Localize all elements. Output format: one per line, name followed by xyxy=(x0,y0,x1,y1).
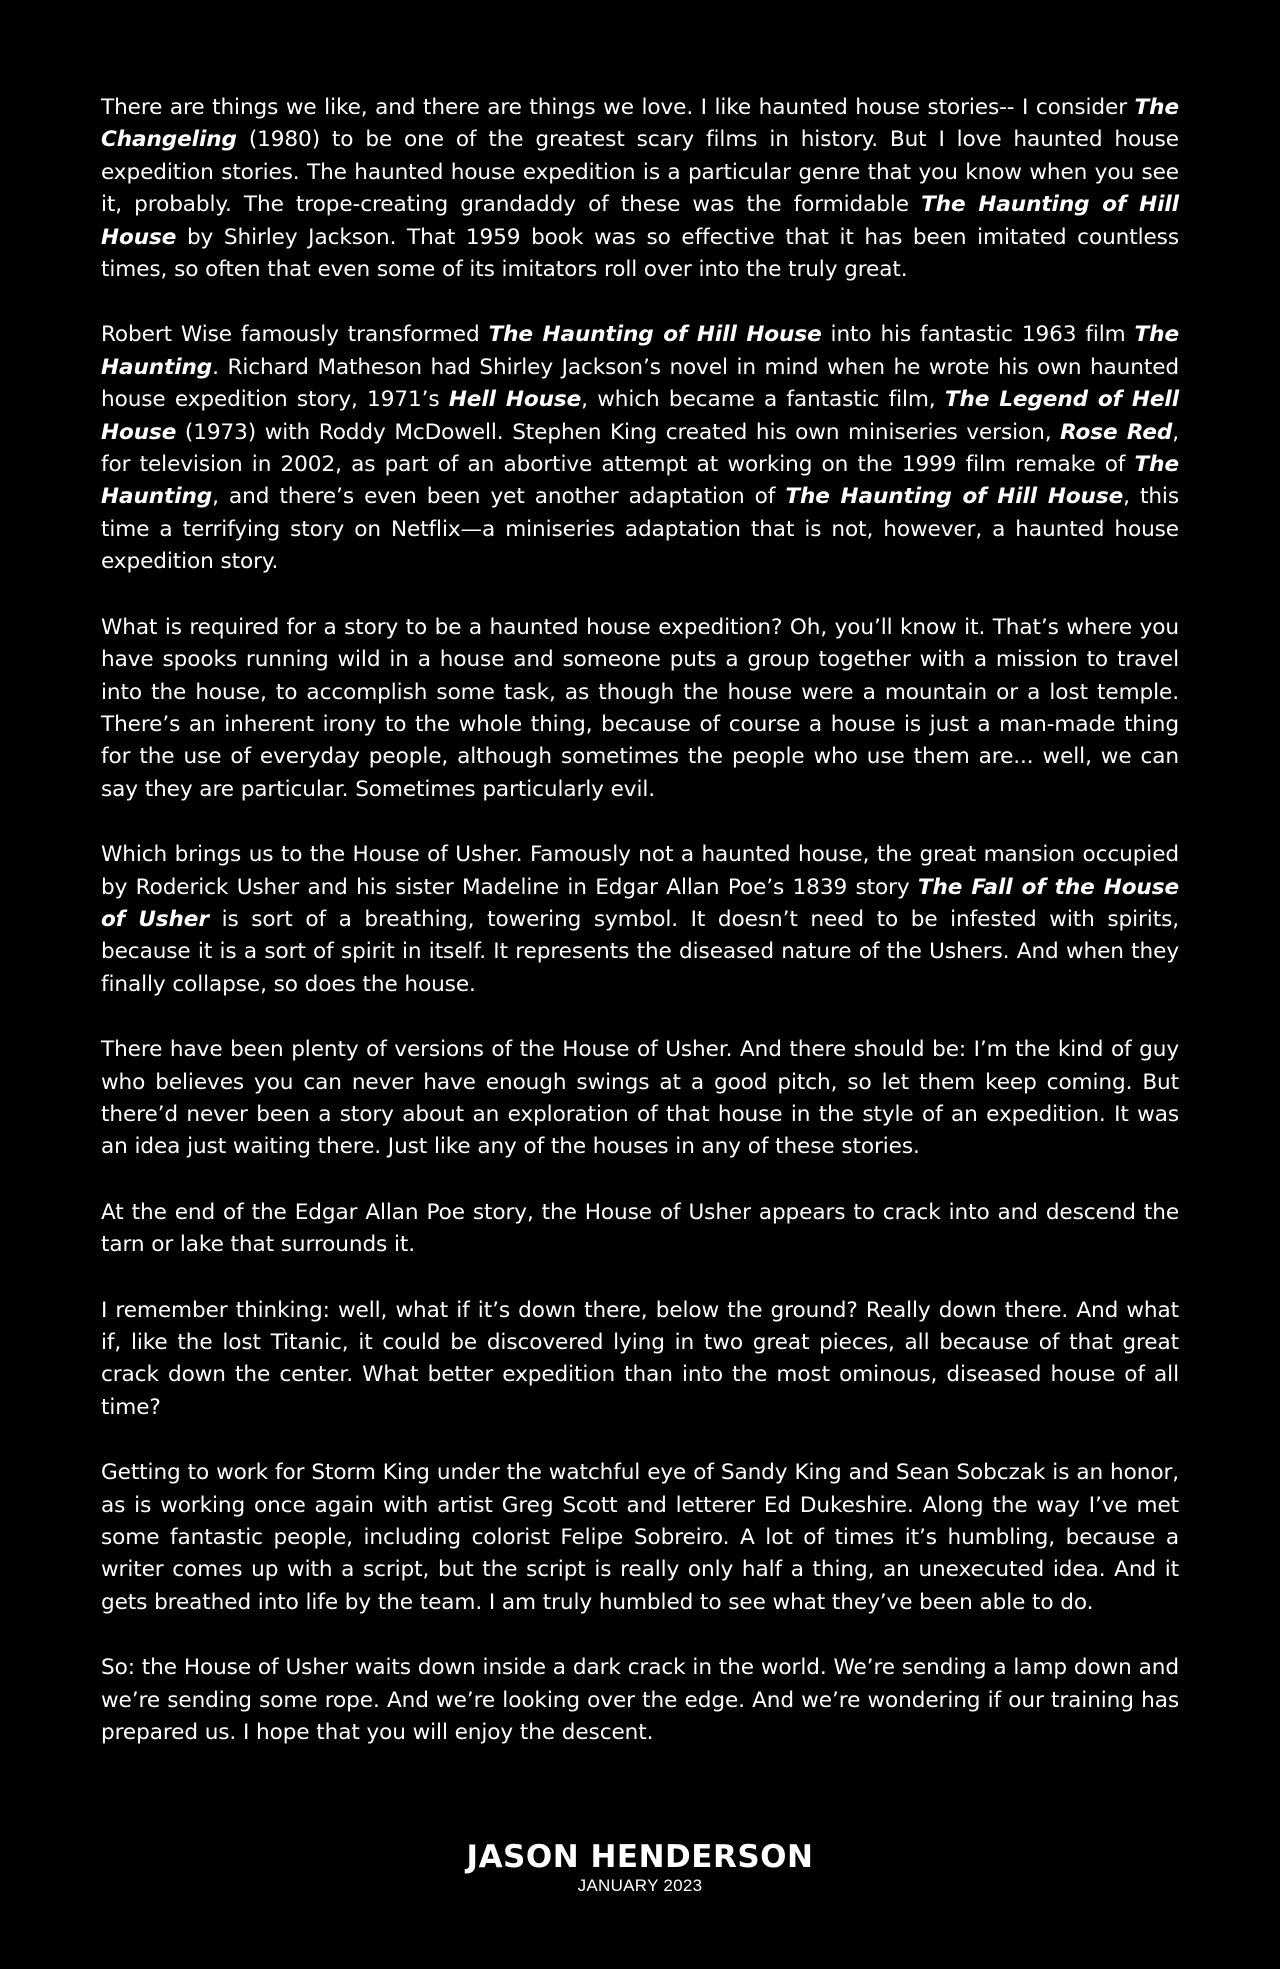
work-title: The Legend of Hell House xyxy=(101,387,1179,445)
signature-date: JANUARY 2023 xyxy=(577,1876,703,1895)
text-span: , which became a fantastic film, xyxy=(581,387,945,413)
afterword-body xyxy=(101,92,1179,1749)
text-span: , for television in 2002, as part of an abortive attempt at working on the 1999 film remake of xyxy=(101,419,1179,478)
paragraph-3 xyxy=(101,612,1179,806)
paragraph-8 xyxy=(101,1457,1179,1619)
signature-block xyxy=(0,1838,1280,1896)
text-span: At the end of the Edgar Allan Poe story, the House of Usher appears to crack into and descend the tarn or lake that surrounds it. xyxy=(101,1199,1179,1258)
work-title: The Changeling xyxy=(101,95,1179,153)
text-span: . Richard Matheson had Shirley Jackson’s novel in mind when he wrote his own haunted house expedition story, 1971’s xyxy=(101,354,1179,413)
text-span: So: the House of Usher waits down inside a dark crack in the world. We’re sending a lamp down and we’re sending some rope. And we’re looking over the edge. And we’re wondering if our training has prepared us. I hope that you will enjoy the descent. xyxy=(101,1655,1179,1746)
work-title: The Haunting of Hill House xyxy=(101,192,1179,250)
paragraph-9 xyxy=(101,1652,1179,1749)
author-name: JASON HENDERSON xyxy=(466,1839,814,1875)
work-title: Rose Red xyxy=(1060,419,1173,445)
text-span: What is required for a story to be a haunted house expedition? Oh, you’ll know it. That’s where you have spooks running wild in a house and someone puts a group together with a mission to travel into the house, to accomplish some task, as though the house were a mountain or a lost temple. There’s an inherent irony to the whole thing, because of course a house is just a man-made thing for the use of everyday people, although sometimes the people who use them are... well, we can say they are particular. Sometimes particularly evil. xyxy=(101,614,1179,802)
text-span: into his fantastic 1963 film xyxy=(821,322,1135,348)
paragraph-1 xyxy=(101,92,1179,286)
text-span: Which brings us to the House of Usher. Famously not a haunted house, the great mansion occupied by Roderick Usher and his sister Madeline in Edgar Allan Poe’s 1839 story xyxy=(101,842,1179,900)
paragraph-4 xyxy=(101,839,1179,1001)
paragraph-6 xyxy=(101,1197,1179,1262)
text-span: , this time a terrifying story on Netflix—a miniseries adaptation that is not, however, a haunted house expedition story. xyxy=(101,484,1179,575)
paragraph-7 xyxy=(101,1295,1179,1425)
text-span: , and there’s even been yet another adaptation of xyxy=(212,484,786,510)
text-span: by Shirley Jackson. That 1959 book was so effective that it has been imitated countless times, so often that even some of its imitators roll over into the truly great. xyxy=(101,224,1179,283)
text-span: I remember thinking: well, what if it’s down there, below the ground? Really down there. And what if, like the lost Titanic, it could be discovered lying in two great pieces, all because of that great crack down the center. What better expedition than into the most ominous, diseased house of all time? xyxy=(101,1297,1179,1420)
text-span: There are things we like, and there are things we love. I like haunted house stories-- I consider xyxy=(101,95,1135,120)
text-span: (1980) to be one of the greatest scary films in history. But I love haunted house expedition stories. The haunted house expedition is a particular genre that you know when you see it, probably. The trope-creating grandaddy of these was the formidable xyxy=(101,127,1179,218)
text-span: Getting to work for Storm King under the watchful eye of Sandy King and Sean Sobczak is an honor, as is working once again with artist Greg Scott and letterer Ed Dukeshire. Along the way I’ve met some fantastic people, including colorist Felipe Sobreiro. A lot of times it’s humbling, because a writer comes up with a script, but the script is really only half a thing, an unexecuted idea. And it gets breathed into life by the team. I am truly humbled to see what they’ve been able to do. xyxy=(101,1460,1179,1615)
paragraph-5 xyxy=(101,1034,1179,1164)
work-title: The Haunting of Hill House xyxy=(488,322,822,348)
text-span: (1973) with Roddy McDowell. Stephen King created his own miniseries version, xyxy=(176,419,1061,445)
work-title: Hell House xyxy=(448,387,582,413)
text-span: There have been plenty of versions of the House of Usher. And there should be: I’m the kind of guy who believes you can never have enough swings at a good pitch, so let them keep coming. But there’d never been a story about an exploration of that house in the style of an expedition. It was an idea just waiting there. Just like any of the houses in any of these stories. xyxy=(101,1037,1179,1160)
text-span: is sort of a breathing, towering symbol. It doesn’t need to be infested with spirits, because it is a sort of spirit in itself. It represents the diseased nature of the Ushers. And when they finally collapse, so does the house. xyxy=(101,906,1179,997)
work-title: The Fall of the House of Usher xyxy=(101,874,1179,932)
work-title: The Haunting of Hill House xyxy=(785,484,1124,510)
work-title: The Haunting xyxy=(101,452,1179,510)
work-title: The Haunting xyxy=(101,322,1179,380)
text-span: Robert Wise famously transformed xyxy=(101,322,489,348)
paragraph-2 xyxy=(101,319,1179,578)
